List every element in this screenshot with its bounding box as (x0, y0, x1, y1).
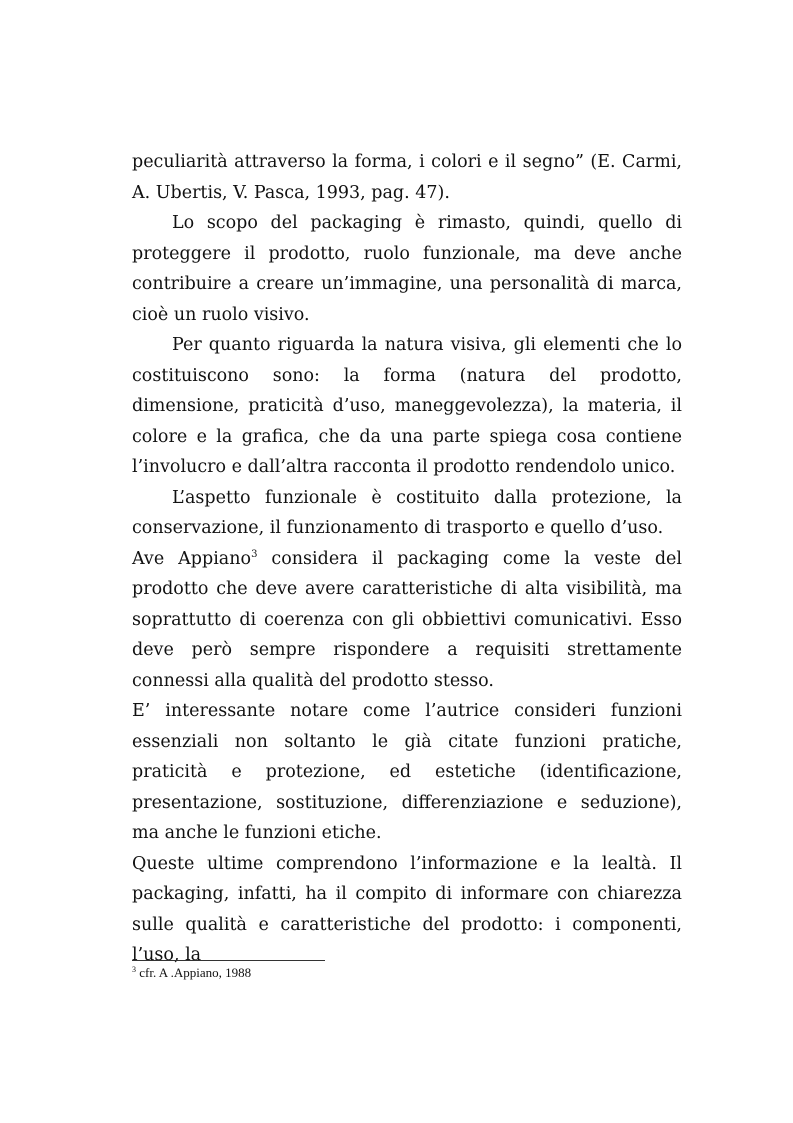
footnote (132, 965, 251, 981)
footnote-divider (132, 960, 325, 961)
paragraph-5 (132, 544, 682, 697)
footnote-number: 3 (132, 965, 136, 974)
footnote-text: cfr. A .Appiano, 1988 (136, 965, 252, 980)
paragraph-6: E’ interessante notare come l’autrice consideri funzioni essenziali non soltanto le già citate funzioni pratiche, praticità e protezione, ed estetiche (identificazione, presentazione, sostituzione, differenziazione e seduzione), ma anche le funzioni etiche. (132, 701, 682, 843)
body-text (132, 147, 682, 971)
paragraph-2: Lo scopo del packaging è rimasto, quindi, quello di proteggere il prodotto, ruolo funzionale, ma deve anche contribuire a creare un’immagine, una personalità di marca, cioè un ruolo visivo. (132, 213, 682, 325)
paragraph-1: peculiarità attraverso la forma, i colori e il segno” (E. Carmi, A. Ubertis, V. Pasca, 1993, pag. 47). (132, 152, 682, 203)
paragraph-7: Queste ultime comprendono l’informazione e la lealtà. Il packaging, infatti, ha il compito di informare con chiarezza sulle qualità e caratteristiche del prodotto: i componenti, l’uso, la (132, 853, 682, 965)
paragraph-3: Per quanto riguarda la natura visiva, gli elementi che lo costituiscono sono: la forma (natura del prodotto, dimensione, praticità d’uso, maneggevolezza), la materia, il colore e la grafica, che da una parte spiega cosa contiene l’involucro e dall’altra racconta il prodotto rendendolo unico. (132, 335, 682, 477)
paragraph-4: L’aspetto funzionale è costituito dalla protezione, la conservazione, il funzionamento di trasporto e quello d’uso. (132, 487, 682, 538)
paragraph-5-start: Ave Appiano (132, 548, 252, 569)
footnote-reference: 3 (251, 548, 258, 560)
paragraph-5-rest: considera il packaging come la veste del prodotto che deve avere caratteristiche di alta visibilità, ma soprattutto di coerenza con gli obbiettivi comunicativi. Esso deve però sempre rispondere a requisiti strettamente connessi alla qualità del prodotto stesso. (132, 548, 682, 691)
